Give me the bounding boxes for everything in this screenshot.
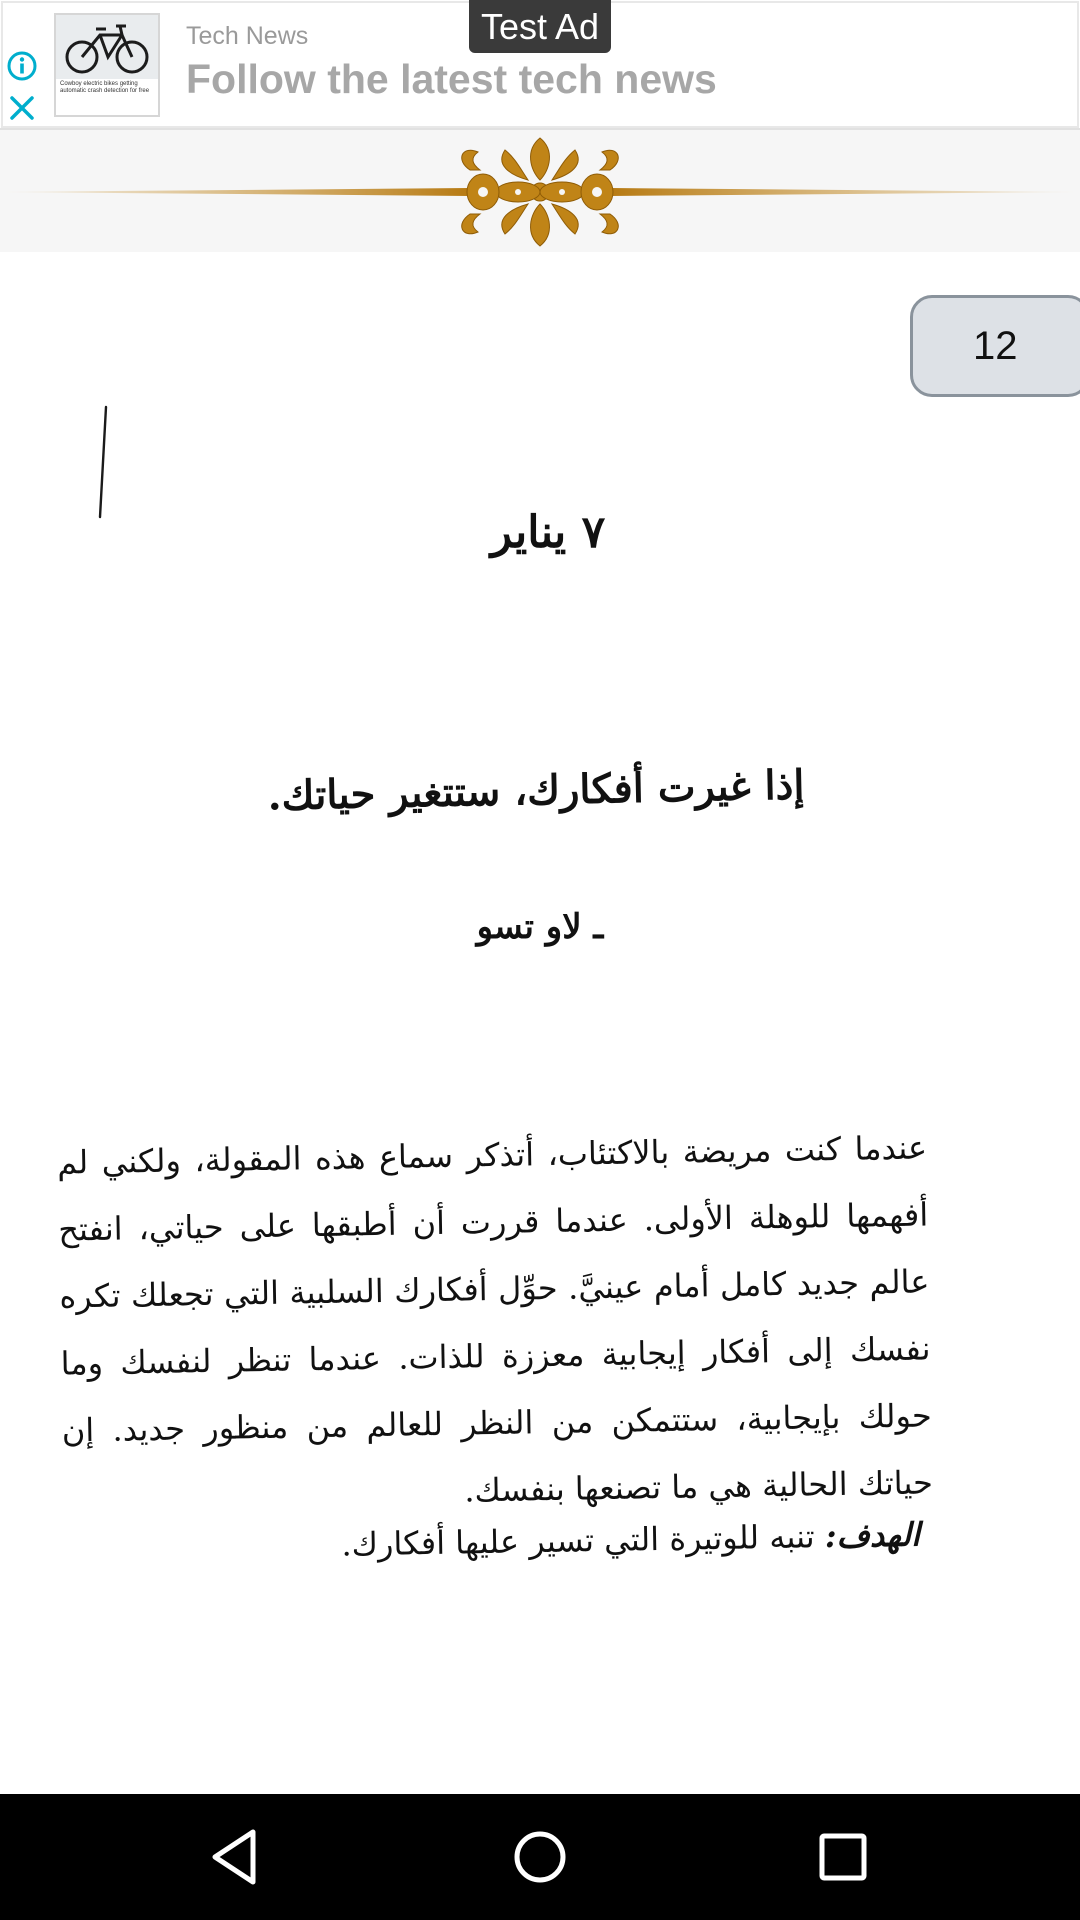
system-navigation-bar [0,1794,1080,1920]
goal-line [341,1509,921,1568]
ad-headline[interactable]: Follow the latest tech news [186,56,717,102]
back-triangle-icon[interactable] [201,1822,271,1892]
goal-label: الهدف: [824,1515,921,1556]
home-circle-icon[interactable] [505,1822,575,1892]
daily-quote: إذا غيرت أفكارك، ستتغير حياتك. [267,761,805,820]
ornament-divider-icon [0,130,1080,252]
ad-thumbnail-caption: Cowboy electric bikes getting automatic crash detection for free [60,81,150,94]
close-icon[interactable] [8,94,36,122]
recents-square-icon[interactable] [808,1822,878,1892]
ad-banner[interactable] [0,0,1080,130]
ad-sponsor[interactable]: Tech News [186,22,309,50]
ad-label: Test Ad [469,0,611,53]
book-page [0,252,1080,1792]
date-heading: ٧ يناير [490,507,606,558]
goal-text: تنبه للوتيرة التي تسير عليها أفكارك. [341,1517,826,1564]
bicycle-icon [56,15,158,79]
page-number-badge[interactable]: 12 [910,295,1080,397]
quote-author: ـ لاو تسو [476,907,604,947]
ornament-header [0,130,1080,252]
info-icon[interactable] [6,50,38,82]
ad-thumbnail[interactable] [54,13,160,117]
reflection-paragraph: عندما كنت مريضة بالاكتئاب، أتذكر سماع هذه المقولة، ولكني لم أفهمها للوهلة الأولى. عندما قررت أن أطبقها على حياتي، انفتح عالم جديد كامل أمام عينيَّ. حوِّل أفكارك السلبية التي تجعلك تكره نفسك إلى أفكار إيجابية معززة للذات. عندما تنظر لنفسك وما حولك بإيجابية، ستتمكن من النظر للعالم من منظور جديد. إن حياتك الحالية هي ما تصنعها بنفسك. [56,1128,934,1510]
